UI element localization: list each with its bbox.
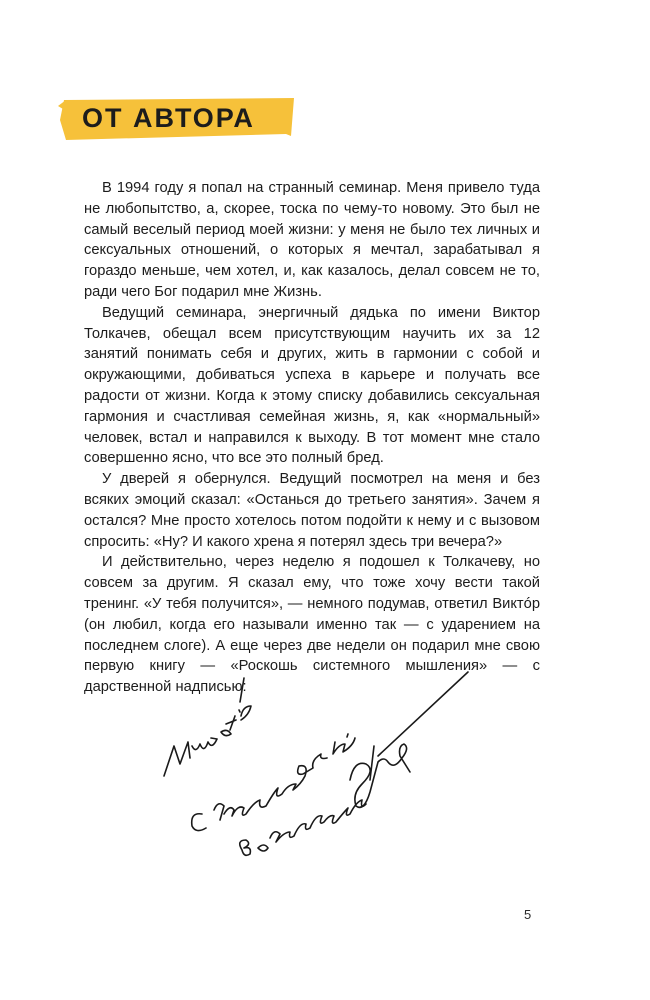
page-number: 5 — [524, 907, 532, 922]
paragraph: В 1994 году я попал на странный семинар. Меня привело туда не любопытство, а, скорее, тоска по чему-то новому. Это был не самый веселый период моей жизни: у меня не было тех личных и сексуальных отношений, о которых я мечтал, зарабатывал я гораздо меньше, чем хотел, и, как казалось, делал совсем не то, ради чего Бог подарил мне Жизнь. — [84, 180, 540, 300]
section-heading — [58, 96, 298, 142]
body-text — [84, 178, 540, 698]
page-title: ОТ АВТОРА — [82, 103, 255, 133]
paragraph: И действительно, через неделю я подошел к Толкачеву, но совсем за другим. Я сказал ему, что тоже хочу вести такой тренинг. «У тебя получится», — немного подумав, ответил Виктóр (он любил, когда его называли именно так — с ударением на последнем слоге). А еще через две недели он подарил мне свою первую книгу — «Роскошь системного мышления» — с дарственной надписью: — [84, 554, 540, 696]
paragraph: Ведущий семинара, энергичный дядька по имени Виктор Толкачев, обещал всем присутствующим научить их за 12 занятий понимать себя и других, жить в гармонии с собой и окружающими, добиваться успеха в карьере и получать все радости от жизни. Когда к этому списку добавились сексуальная гармония и счастливая семейная жизнь, я, как «нормальный» человек, встал и направился к выходу. В тот момент мне стало совершенно ясно, что все это полный бред. — [84, 304, 540, 467]
handwritten-inscription — [144, 660, 474, 870]
paragraph: У дверей я обернулся. Ведущий посмотрел на меня и без всяких эмоций сказал: «Останься до третьего занятия». Зачем я остался? Мне просто хотелось потом подойти к нему и с вызовом спросить: «Ну? И какого хрена я потерял здесь три вечера?» — [84, 471, 540, 550]
